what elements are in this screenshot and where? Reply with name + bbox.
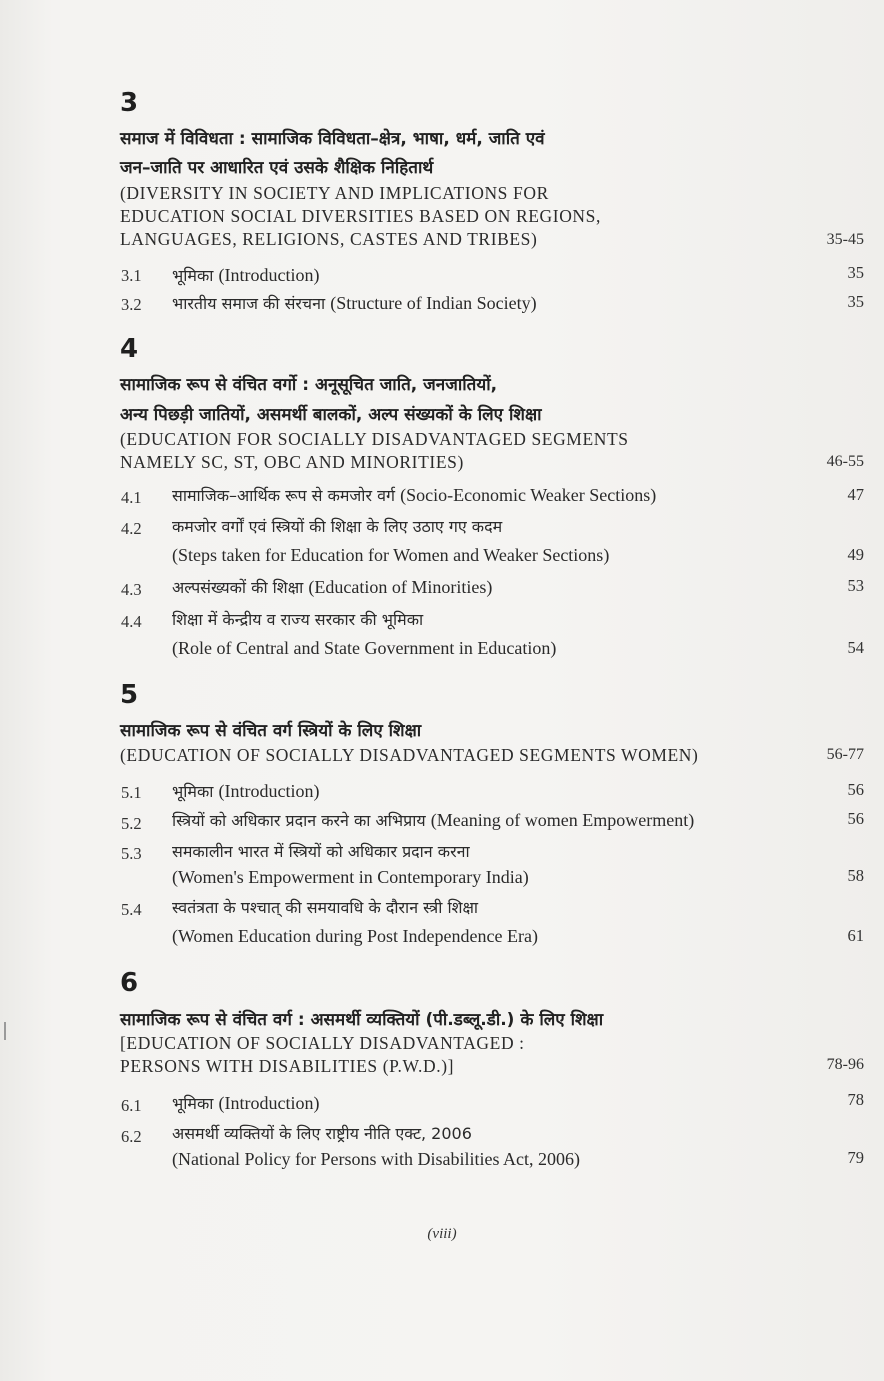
entry-page: 61 (847, 926, 864, 945)
chapter-title-english: (EDUCATION FOR SOCIALLY DISADVANTAGED SEGMENTS (120, 429, 629, 449)
entry-number: 6.1 (121, 1096, 142, 1115)
entry-title-english: (Steps taken for Education for Women and Weaker Sections) (172, 545, 610, 565)
entry-title-english: (Women's Empowerment in Contemporary India) (172, 867, 529, 887)
chapter-title-hindi: सामाजिक रूप से वंचित वर्गो : अनूसूचित जाति, जनजातियों, (120, 375, 498, 395)
entry-title: भूमिका (Introduction) (172, 1093, 320, 1113)
entry-title: सामाजिक–आर्थिक रूप से कमजोर वर्ग (Socio-Economic Weaker Sections) (172, 485, 657, 505)
entry-page: 35 (847, 292, 864, 311)
entry-title: स्वतंत्रता के पश्चात् की समयावधि के दौरान स्त्री शिक्षा (172, 898, 479, 917)
chapter-title-english: (EDUCATION OF SOCIALLY DISADVANTAGED SEGMENTS WOMEN) (120, 745, 699, 765)
entry-title: भारतीय समाज की संरचना (Structure of Indian Society) (172, 293, 537, 313)
entry-number: 3.1 (121, 266, 142, 285)
entry-page: 47 (847, 485, 864, 504)
entry-title-english: (Women Education during Post Independence Era) (172, 926, 538, 946)
chapter-title-english: LANGUAGES, RELIGIONS, CASTES AND TRIBES) (120, 229, 538, 249)
entry-number: 4.3 (121, 580, 142, 599)
entry-title: शिक्षा में केन्द्रीय व राज्य सरकार की भूमिका (172, 610, 424, 629)
chapter-title-english: NAMELY SC, ST, OBC AND MINORITIES) (120, 452, 464, 472)
chapter-page-range: 35-45 (826, 231, 864, 248)
chapter-title-hindi: सामाजिक रूप से वंचित वर्ग : असमर्थी व्यक्तियों (पी.डब्लू.डी.) के लिए शिक्षा (120, 1010, 604, 1030)
chapter-title-hindi: सामाजिक रूप से वंचित वर्ग स्त्रियों के लिए शिक्षा (120, 721, 422, 741)
entry-title-english: (National Policy for Persons with Disabilities Act, 2006) (172, 1149, 580, 1169)
entry-page: 54 (847, 638, 864, 657)
entry-title: असमर्थी व्यक्तियों के लिए राष्ट्रीय नीति एक्ट, 2006 (172, 1124, 472, 1143)
chapter-title-hindi: अन्य पिछड़ी जातियों, असमर्थी बालकों, अल्प संख्यकों के लिए शिक्षा (120, 405, 542, 425)
entry-number: 4.4 (121, 612, 142, 631)
chapter-page-range: 46-55 (826, 453, 864, 470)
entry-number: 3.2 (121, 295, 142, 314)
entry-page: 53 (847, 576, 864, 595)
entry-number: 5.4 (121, 900, 142, 919)
entry-number: 5.1 (121, 783, 142, 802)
chapter-title-hindi: समाज में विविधता : सामाजिक विविधता–क्षेत्र, भाषा, धर्म, जाति एवं (120, 129, 545, 149)
chapter-page-range: 78-96 (826, 1056, 864, 1073)
entry-number: 5.2 (121, 814, 142, 833)
entry-number: 4.1 (121, 488, 142, 507)
page-number-footer: (viii) (427, 1226, 457, 1242)
entry-title: भूमिका (Introduction) (172, 781, 320, 801)
chapter-title-english: PERSONS WITH DISABILITIES (P.W.D.)] (120, 1056, 455, 1076)
chapter-title-english: EDUCATION SOCIAL DIVERSITIES BASED ON REGIONS, (120, 206, 601, 226)
entry-title: अल्पसंख्यकों की शिक्षा (Education of Minorities) (172, 577, 493, 597)
entry-page: 56 (847, 780, 864, 799)
page-edge-mark (4, 1022, 6, 1040)
chapter-number: 4 (120, 334, 139, 364)
entry-page: 49 (847, 545, 864, 564)
chapter-number: 3 (120, 88, 139, 118)
chapter-number: 6 (120, 968, 139, 998)
entry-number: 5.3 (121, 844, 142, 863)
entry-page: 78 (847, 1090, 864, 1109)
entry-title: स्त्रियों को अधिकार प्रदान करने का अभिप्राय (Meaning of women Empowerment) (172, 810, 695, 830)
entry-page: 58 (847, 866, 864, 885)
entry-page: 56 (847, 809, 864, 828)
entry-title: समकालीन भारत में स्त्रियों को अधिकार प्रदान करना (172, 842, 470, 861)
entry-number: 6.2 (121, 1127, 142, 1146)
chapter-title-english: (DIVERSITY IN SOCIETY AND IMPLICATIONS FOR (120, 183, 549, 203)
entry-page: 35 (847, 263, 864, 282)
entry-title: भूमिका (Introduction) (172, 265, 320, 285)
entry-title: कमजोर वर्गों एवं स्त्रियों की शिक्षा के लिए उठाए गए कदम (172, 517, 503, 536)
entry-page: 79 (847, 1148, 864, 1167)
chapter-number: 5 (120, 680, 139, 710)
entry-number: 4.2 (121, 519, 142, 538)
chapter-page-range: 56-77 (826, 746, 864, 763)
chapter-title-hindi: जन–जाति पर आधारित एवं उसके शैक्षिक निहितार्थ (120, 158, 434, 178)
chapter-title-english: [EDUCATION OF SOCIALLY DISADVANTAGED : (120, 1033, 525, 1053)
entry-title-english: (Role of Central and State Government in Education) (172, 638, 557, 658)
